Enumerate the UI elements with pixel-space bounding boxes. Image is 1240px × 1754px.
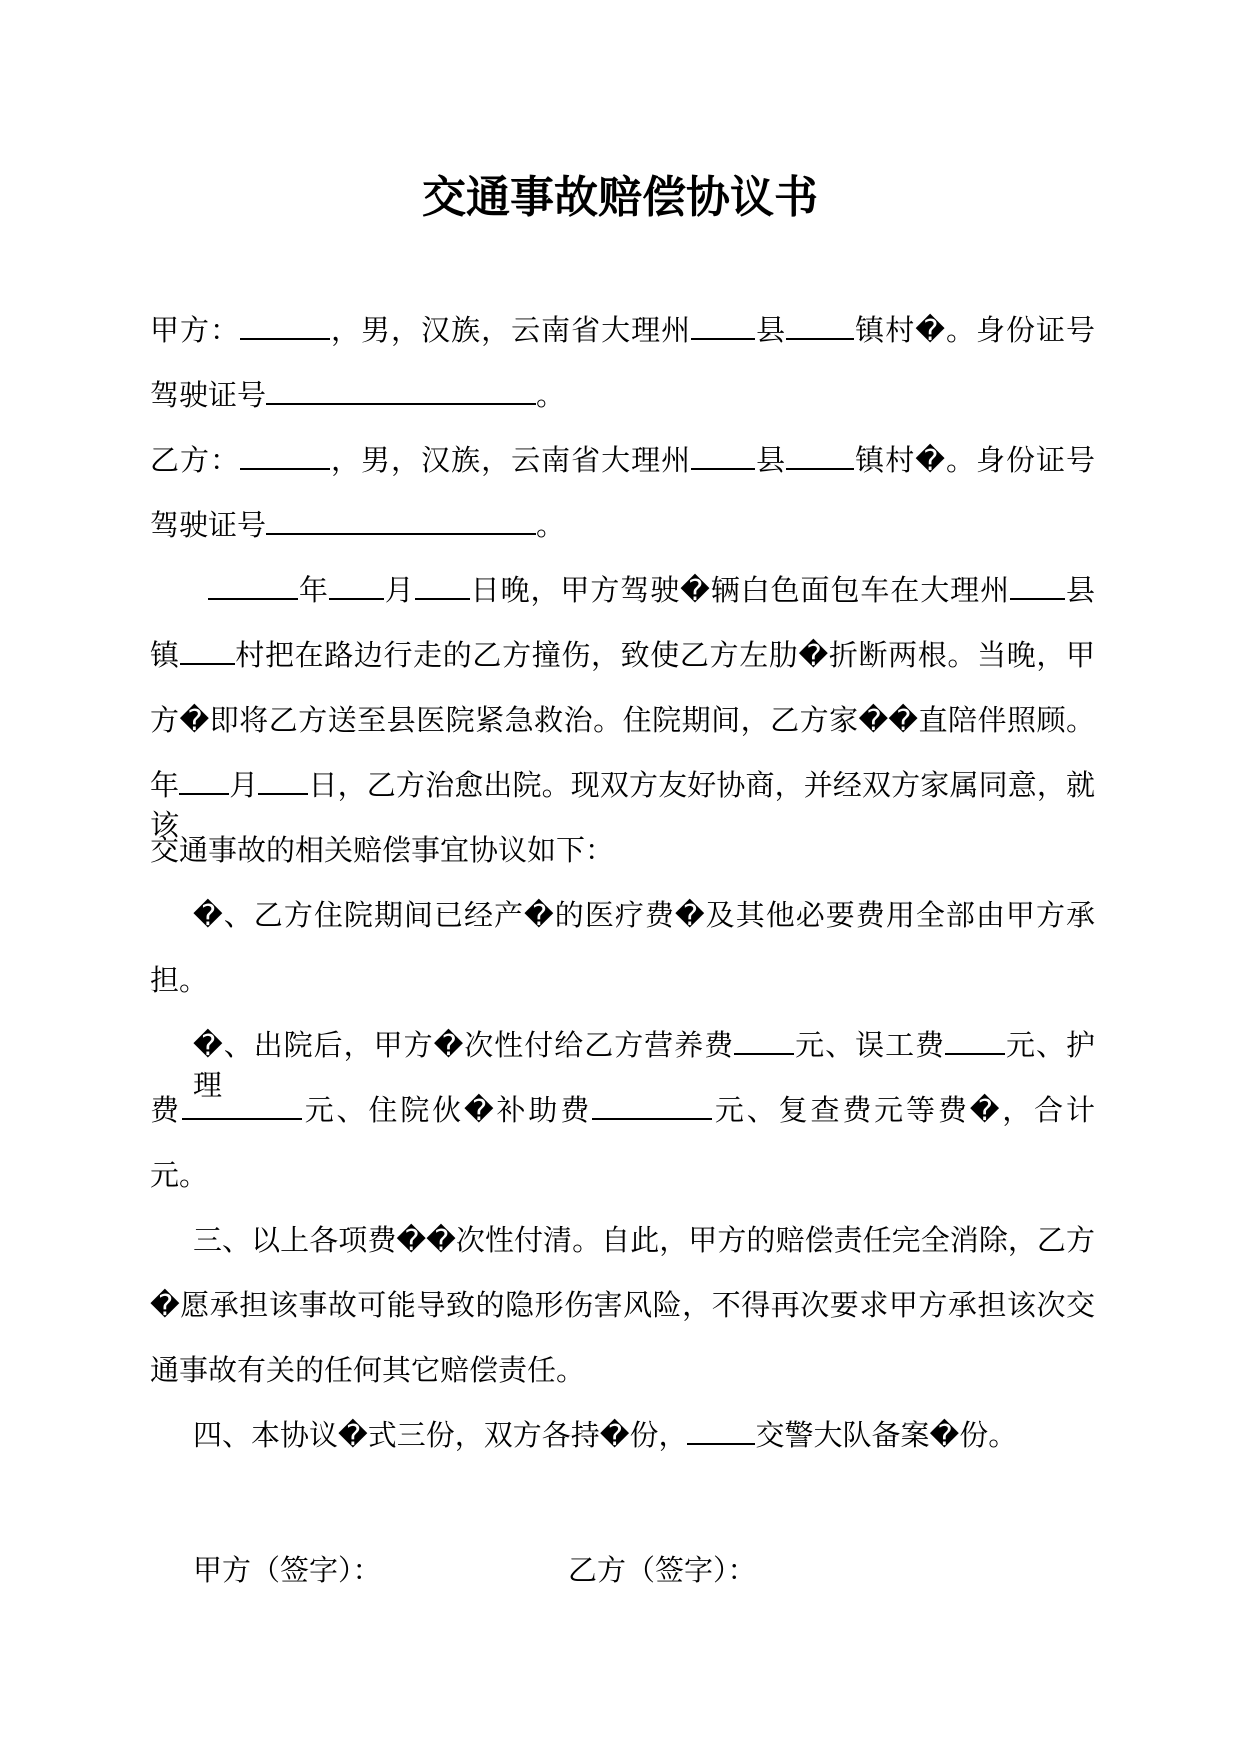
clause-1-line-1: �、乙方住院期间已经产�的医疗费�及其他必要费用全部由甲方承 <box>193 898 1095 932</box>
clause-4-line <box>193 1415 1138 1455</box>
party-b-signature-label: 乙方（签字）： <box>568 1553 757 1587</box>
intro-text: 镇 <box>150 638 180 672</box>
clause-2-line-3: 元。 <box>150 1158 209 1192</box>
town-blank[interactable] <box>786 440 854 470</box>
license-blank[interactable] <box>266 375 536 405</box>
clause-text: 元、护理 <box>193 1028 1095 1102</box>
party-a-text-2: 县 <box>755 313 787 347</box>
clause-text: �、出院后，甲方�次性付给乙方营养费 <box>193 1028 735 1062</box>
license-label: 驾驶证号 <box>150 508 267 542</box>
lost-wages-blank[interactable] <box>945 1025 1005 1055</box>
day-blank[interactable] <box>258 765 308 795</box>
clause-text: 四、本协议�式三份，双方各持�份， <box>193 1418 688 1452</box>
intro-text: 年 <box>298 573 329 607</box>
name-blank[interactable] <box>240 310 330 340</box>
intro-line-3: 方�即将乙方送至县医院紧急救治。住院期间，乙方家��直陪伴照顾。 <box>150 703 1095 737</box>
county-blank[interactable] <box>691 440 755 470</box>
clause-text: 交警大队备案�份。 <box>755 1418 1018 1452</box>
period: 。 <box>536 378 566 412</box>
party-a-text-3: 镇村�。身份证号 <box>854 313 1095 347</box>
party-a-text-1: ，男，汉族，云南省大理州 <box>330 313 692 347</box>
party-b-label: 乙方： <box>150 443 241 477</box>
clause-text: 元、复查费元等费�，合计 <box>712 1093 1095 1127</box>
town-blank[interactable] <box>786 310 854 340</box>
day-blank[interactable] <box>415 570 470 600</box>
intro-text: 日晚，甲方驾驶�辆白色面包车在大理州 <box>469 573 1011 607</box>
period: 。 <box>536 508 566 542</box>
document-title: 交通事故赔偿协议书 <box>422 172 818 223</box>
intro-text: 村把在路边行走的乙方撞伤，致使乙方左肋�折断两根。当晚，甲 <box>234 638 1095 672</box>
intro-text: 县 <box>1065 573 1095 607</box>
party-b-text-1: ，男，汉族，云南省大理州 <box>330 443 692 477</box>
clause-text: 元、住院伙�补助费 <box>301 1093 593 1127</box>
intro-line-1 <box>208 570 1095 610</box>
intro-text: 月 <box>383 573 415 607</box>
license-blank[interactable] <box>266 505 536 535</box>
party-b-text-2: 县 <box>755 443 787 477</box>
clause-1-line-2: 担。 <box>150 963 209 997</box>
intro-text: 月 <box>229 768 259 802</box>
party-a-line <box>150 310 1095 350</box>
intro-line-5: 交通事故的相关赔偿事宜协议如下： <box>150 833 615 867</box>
party-b-license-line <box>150 505 1095 545</box>
clause-3-line-2: �愿承担该事故可能导致的隐形伤害风险，不得再次要求甲方承担该次交 <box>150 1288 1095 1322</box>
intro-line-2 <box>150 635 1095 675</box>
license-label: 驾驶证号 <box>150 378 267 412</box>
party-b-text-3: 镇村�。身份证号 <box>854 443 1095 477</box>
month-blank[interactable] <box>329 570 384 600</box>
county-blank[interactable] <box>691 310 755 340</box>
clause-text: 元、误工费 <box>794 1028 946 1062</box>
clause-3-line-1: 三、以上各项费��次性付清。自此，甲方的赔偿责任完全消除，乙方 <box>193 1223 1095 1257</box>
clause-3-line-3: 通事故有关的任何其它赔偿责任。 <box>150 1353 586 1387</box>
clause-text: 费 <box>150 1093 182 1127</box>
nutrition-fee-blank[interactable] <box>734 1025 794 1055</box>
party-a-label: 甲方： <box>150 313 241 347</box>
nursing-fee-blank[interactable] <box>182 1090 302 1120</box>
clause-2-line-2 <box>150 1090 1095 1130</box>
town-blank[interactable] <box>180 635 235 665</box>
party-b-line <box>150 440 1095 480</box>
intro-text: 日，乙方治愈出院。现双方友好协商，并经双方家属同意，就该 <box>150 768 1095 842</box>
month-blank[interactable] <box>179 765 229 795</box>
intro-text: 年 <box>150 768 180 802</box>
name-blank[interactable] <box>240 440 330 470</box>
meal-subsidy-blank[interactable] <box>592 1090 712 1120</box>
party-a-signature-label: 甲方（签字）： <box>193 1553 382 1587</box>
party-a-license-line <box>150 375 1095 415</box>
year-blank[interactable] <box>208 570 298 600</box>
police-brigade-blank[interactable] <box>687 1415 755 1445</box>
county-blank[interactable] <box>1010 570 1065 600</box>
